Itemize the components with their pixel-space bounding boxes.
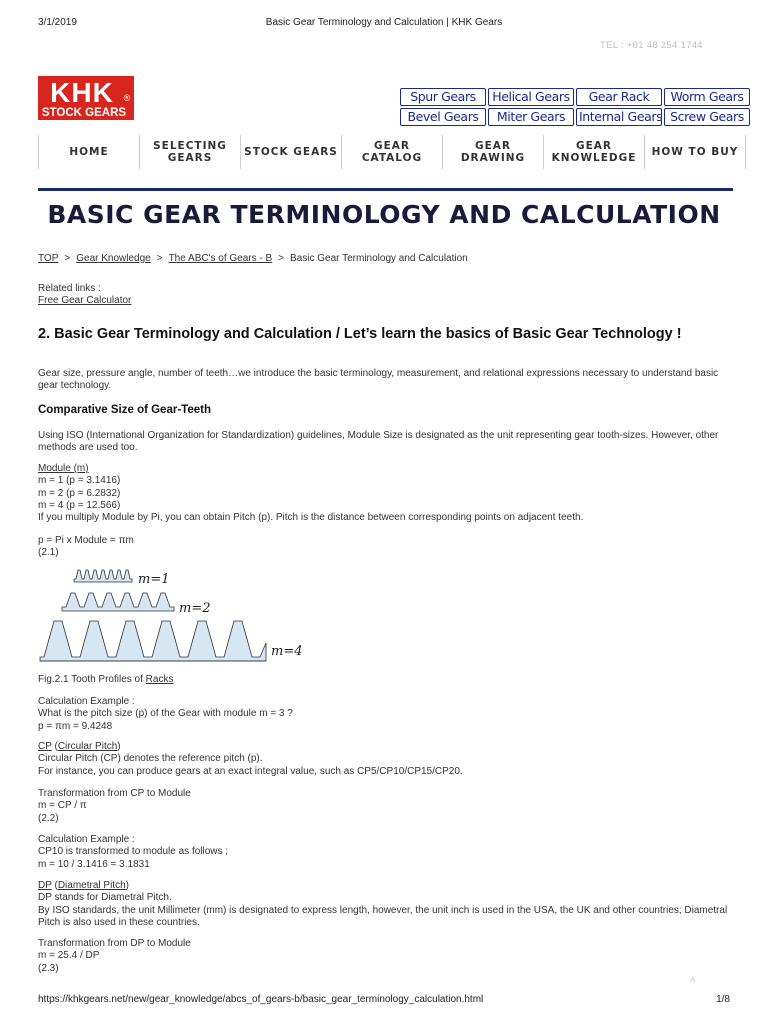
quick-links-row-1 bbox=[400, 88, 744, 106]
equation-number: (2.1) bbox=[38, 547, 59, 559]
breadcrumb-separator: > bbox=[64, 253, 71, 264]
section-heading: 2. Basic Gear Terminology and Calculation / Let’s learn the basics of Basic Gear Technology ! bbox=[38, 326, 682, 342]
equation-number: (2.3) bbox=[38, 962, 59, 974]
quick-link-miter-gears[interactable]: Miter Gears bbox=[488, 108, 574, 126]
page-title: BASIC GEAR TERMINOLOGY AND CALCULATION bbox=[47, 200, 721, 229]
print-title: Basic Gear Terminology and Calculation | KHK Gears bbox=[265, 17, 503, 28]
nav-gear-catalog[interactable]: GEAR CATALOG bbox=[342, 135, 443, 169]
product-quick-links bbox=[400, 88, 744, 126]
figure-caption bbox=[38, 674, 733, 686]
cp-transform-title: Transformation from CP to Module bbox=[38, 788, 191, 799]
intro-paragraph bbox=[38, 368, 733, 393]
rack-tooth-profiles-image bbox=[38, 567, 308, 663]
dp-line: DP stands for Diametral Pitch. bbox=[38, 892, 172, 904]
figure-label-m2: m=2 bbox=[179, 601, 211, 616]
quick-link-spur-gears[interactable]: Spur Gears bbox=[400, 88, 486, 106]
calc-example-line: CP10 is transformed to module as follows ; bbox=[38, 846, 229, 858]
cp-transform-formula: m = CP / π bbox=[38, 800, 87, 812]
circular-pitch-link[interactable]: Circular Pitch bbox=[57, 741, 118, 752]
header-rule bbox=[38, 188, 733, 191]
logo-text-stock-gears: STOCK GEARS bbox=[41, 107, 127, 119]
logo-registered-mark: ® bbox=[123, 93, 131, 103]
nav-gear-knowledge[interactable]: GEAR KNOWLEDGE bbox=[544, 135, 645, 169]
pitch-formula bbox=[38, 535, 733, 560]
dp-line: By ISO standards, the unit Millimeter (mm) is designated to express length, however, the unit inch is used in the USA, the UK and other countries; Diametral Pitch is also used in these countries. bbox=[38, 904, 728, 928]
quick-link-helical-gears[interactable]: Helical Gears bbox=[488, 88, 574, 106]
breadcrumb-abcs-of-gears[interactable]: The ABC's of Gears - B bbox=[168, 253, 273, 264]
intro-text: Gear size, pressure angle, number of teeth…we introduce the basic terminology, measurement, and relational expressions necessary to understand basic gear technology. bbox=[38, 368, 719, 392]
module-line: If you multiply Module by Pi, you can obtain Pitch (p). Pitch is the distance between corresponding points on adjacent teeth. bbox=[38, 512, 584, 524]
nav-stock-gears[interactable]: STOCK GEARS bbox=[241, 135, 342, 169]
print-header bbox=[38, 17, 730, 31]
calculation-example-2 bbox=[38, 834, 733, 871]
free-gear-calculator-link[interactable]: Free Gear Calculator bbox=[38, 295, 132, 307]
calc-example-answer: p = πm = 9.4248 bbox=[38, 720, 113, 732]
breadcrumb-separator: > bbox=[156, 253, 163, 264]
cp-link[interactable]: CP bbox=[38, 741, 52, 752]
quick-link-screw-gears[interactable]: Screw Gears bbox=[664, 108, 750, 126]
figure-label-m4: m=4 bbox=[271, 644, 303, 659]
nav-home[interactable]: HOME bbox=[39, 135, 140, 169]
nav-selecting-gears[interactable]: SELECTING GEARS bbox=[140, 135, 241, 169]
calc-example-line: m = 10 / 3.1416 = 3.1831 bbox=[38, 858, 150, 870]
diametral-pitch-section: DP (Diametral Pitch) DP stands for Diametral Pitch. By ISO standards, the unit Millimeter (mm) is designated to express length, however, the unit inch is used in the USA, the UK and other countries; Diametral Pitch is also used in these countries. bbox=[38, 880, 733, 929]
module-link[interactable]: Module (m) bbox=[38, 463, 89, 474]
module-line: m = 1 (p = 3.1416) bbox=[38, 475, 121, 487]
module-line: m = 2 (p = 6.2832) bbox=[38, 487, 121, 499]
related-links bbox=[38, 283, 733, 308]
module-line: m = 4 (p = 12.566) bbox=[38, 499, 121, 511]
breadcrumb bbox=[38, 253, 468, 264]
comparative-size-heading: Comparative Size of Gear-Teeth bbox=[38, 404, 211, 416]
iso-text: Using ISO (International Organization for Standardization) guidelines, Module Size is designated as the unit representing gear tooth-sizes. However, other methods are used too. bbox=[38, 430, 719, 454]
print-footer bbox=[38, 994, 730, 1008]
quick-link-internal-gears[interactable]: Internal Gears bbox=[576, 108, 662, 126]
dp-transform-title: Transformation from DP to Module bbox=[38, 938, 191, 949]
quick-link-bevel-gears[interactable]: Bevel Gears bbox=[400, 108, 486, 126]
dp-link[interactable]: DP bbox=[38, 880, 52, 891]
module-section bbox=[38, 463, 733, 524]
calc-example-title: Calculation Example : bbox=[38, 834, 135, 845]
breadcrumb-gear-knowledge[interactable]: Gear Knowledge bbox=[76, 253, 151, 264]
breadcrumb-top[interactable]: TOP bbox=[38, 253, 59, 264]
pitch-formula-text: p = Pi x Module = πm bbox=[38, 535, 134, 546]
print-page-number: 1/8 bbox=[716, 994, 730, 1005]
quick-link-gear-rack[interactable]: Gear Rack bbox=[576, 88, 662, 106]
cp-line: Circular Pitch (CP) denotes the reference pitch (p). bbox=[38, 753, 263, 765]
calculation-example-1 bbox=[38, 696, 733, 733]
khk-logo[interactable] bbox=[38, 76, 134, 120]
scroll-to-top-icon[interactable]: ^ bbox=[690, 975, 696, 989]
dp-transform-formula: m = 25.4 / DP bbox=[38, 950, 100, 962]
diametral-pitch-link[interactable]: Diametral Pitch bbox=[57, 880, 126, 891]
print-url: https://khkgears.net/new/gear_knowledge/abcs_of_gears-b/basic_gear_terminology_calculation.html bbox=[38, 994, 484, 1005]
quick-link-worm-gears[interactable]: Worm Gears bbox=[664, 88, 750, 106]
khk-logo-graphic bbox=[38, 76, 134, 120]
dp-transformation bbox=[38, 938, 733, 975]
equation-number: (2.2) bbox=[38, 812, 59, 824]
calc-example-title: Calculation Example : bbox=[38, 696, 135, 707]
nav-gear-drawing[interactable]: GEAR DRAWING bbox=[443, 135, 544, 169]
breadcrumb-separator: > bbox=[278, 253, 285, 264]
racks-link[interactable]: Racks bbox=[145, 674, 174, 685]
circular-pitch-section: CP (Circular Pitch) Circular Pitch (CP) denotes the reference pitch (p). For instance, you can produce gears at an exact integral value, such as CP5/CP10/CP15/CP20. bbox=[38, 741, 733, 778]
cp-transformation bbox=[38, 788, 733, 825]
rack-tooth-profiles-figure bbox=[38, 567, 308, 663]
quick-links-row-2 bbox=[400, 108, 744, 126]
calc-example-question: What is the pitch size (p) of the Gear with module m = 3 ? bbox=[38, 708, 293, 720]
main-nav bbox=[38, 135, 739, 169]
figure-caption-text: Fig.2.1 Tooth Profiles of bbox=[38, 674, 146, 685]
telephone: TEL : +81 48 254 1744 bbox=[600, 40, 703, 51]
nav-how-to-buy[interactable]: HOW TO BUY bbox=[645, 135, 746, 169]
breadcrumb-current: Basic Gear Terminology and Calculation bbox=[290, 253, 468, 264]
logo-text-khk: KHK bbox=[50, 77, 114, 108]
cp-line: For instance, you can produce gears at an exact integral value, such as CP5/CP10/CP15/CP20. bbox=[38, 765, 463, 777]
iso-paragraph bbox=[38, 430, 733, 455]
related-links-label: Related links : bbox=[38, 283, 101, 294]
print-date: 3/1/2019 bbox=[38, 17, 77, 28]
figure-label-m1: m=1 bbox=[138, 572, 170, 587]
